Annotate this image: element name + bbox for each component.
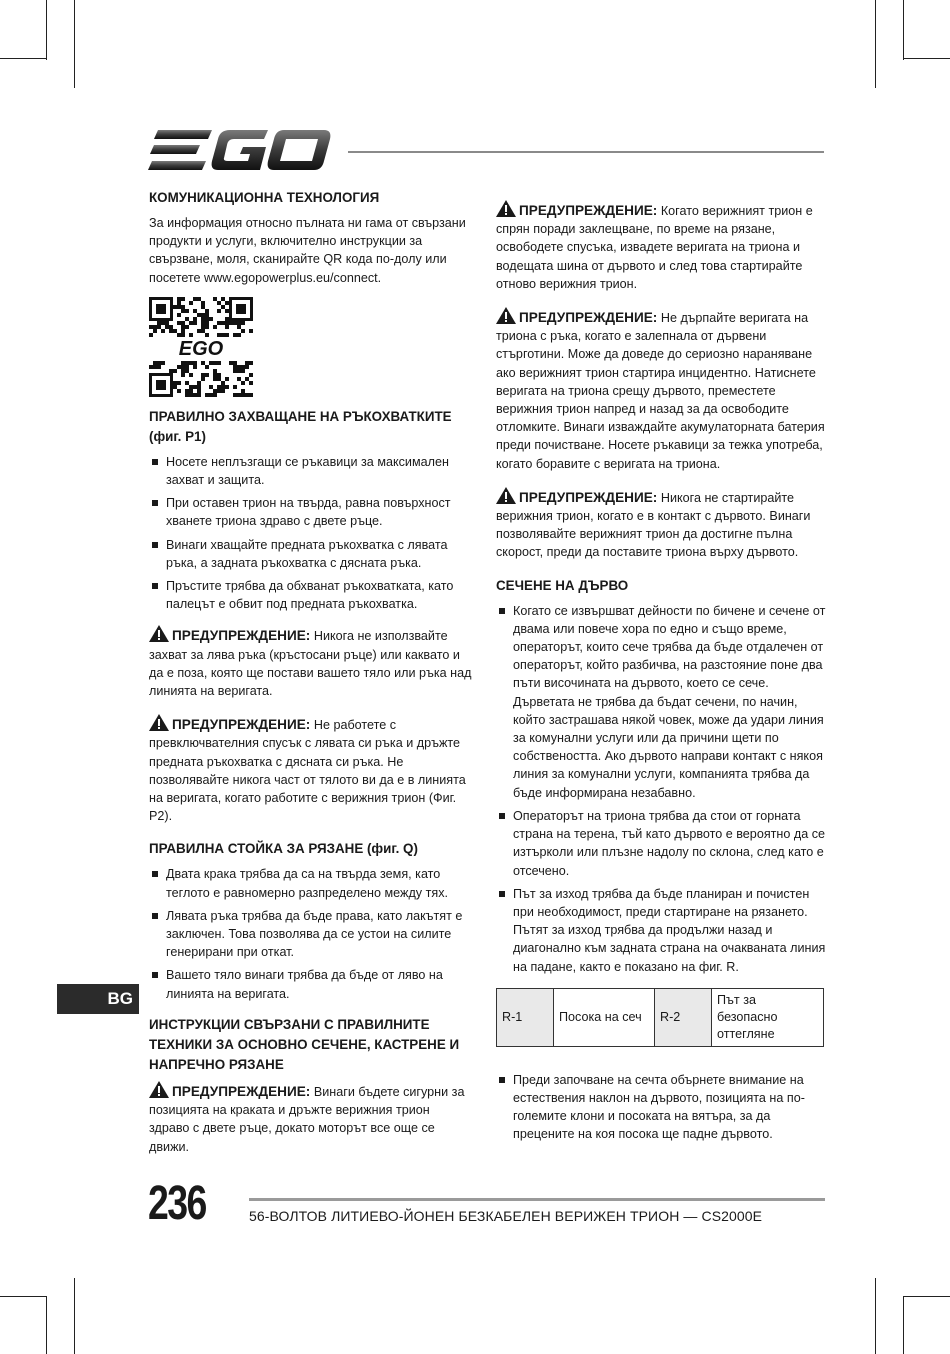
list-item	[149, 865, 473, 901]
warning-text: Не дърпайте веригата на триона с ръка, когато е залепнала от дървени стърготини. Може да доведе до сериозно нараняване ако верижният трион стартира инцидентно. Натиснете веригата на триона срещу дървото, преместете верижния трион напред и назад за да освободите отломките. Винаги изваждайте акумулаторната батерия преди почистване. Носете ръкавици за тежка употреба, когато боравите с веригата на триона.	[496, 311, 825, 471]
list-item	[496, 1071, 826, 1144]
ego-logo	[148, 128, 332, 172]
crop-mark	[903, 1296, 904, 1354]
qr-code[interactable]	[149, 297, 253, 399]
language-tab: BG	[57, 984, 139, 1014]
list-item-text: Вашето тяло винаги трябва да бъде от ляво на линията на веригата.	[166, 968, 443, 1001]
list-item	[149, 907, 473, 962]
crop-mark	[903, 58, 950, 59]
list-item-text: При оставен трион на твърда, равна повърхност хванете триона здраво с двете ръце.	[166, 496, 451, 529]
list-item-text: Операторът на триона трябва да стои от горната страна на терена, тъй като дървото е вероятно да се изтъркoли или плъзне надолу по склона, след като е отсечено.	[513, 808, 826, 878]
warning-text: Никога не използвайте захват за лява ръка (кръстосани ръце) или каквато и да е поза, която ще постави вашето тяло или ръка над линията на веригата.	[149, 629, 472, 699]
header-rule	[348, 151, 824, 153]
warning-text: Винаги бъдете сигурни за позицията на краката и дръжте верижния трион здраво с двете ръце, докато моторът все още се движи.	[149, 1084, 465, 1154]
list-item-text: Преди започване на сечта обърнете внимание на естествения наклон на дървото, позицията на по-големите клони и посоката на вятъра, за да прецените на коя посока ще падне дървото.	[513, 1072, 805, 1142]
crop-mark	[74, 0, 75, 88]
square-bullet-icon	[499, 608, 505, 614]
qr-brand-text: EGO	[178, 337, 224, 360]
bullet-list	[496, 1071, 826, 1144]
crop-mark	[875, 0, 876, 88]
footer-rule	[249, 1198, 825, 1201]
square-bullet-icon	[152, 871, 158, 877]
warning-label: ПРЕДУПРЕЖДЕНИЕ:	[519, 203, 658, 218]
bullet-list	[496, 602, 826, 976]
legend-code: R-2	[655, 988, 712, 1046]
list-item-text: Лявата ръка трябва да бъде права, като лакътят е заключен. Това позволява да се устои на силите генерирани при откат.	[166, 908, 463, 960]
section-heading: СЕЧЕНЕ НА ДЪРВО	[496, 577, 629, 593]
section-heading: ПРАВИЛНА СТОЙКА ЗА РЯЗАНЕ (фиг. Q)	[149, 841, 418, 857]
crop-mark	[46, 1296, 47, 1354]
warning-triangle-icon	[149, 714, 169, 731]
crop-mark	[903, 1296, 950, 1297]
list-item-text: Носете неплъзгащи се ръкавици за максимален захват и защита.	[166, 454, 449, 488]
list-item	[149, 966, 473, 1002]
table-row	[497, 988, 824, 1046]
list-item	[149, 577, 473, 613]
bullet-list	[149, 865, 473, 1002]
section-heading: КОМУНИКАЦИОННА ТЕХНОЛОГИЯ	[149, 190, 380, 205]
warning-triangle-icon	[496, 487, 516, 504]
footer-product-title: 56-ВОЛТОВ ЛИТИЕВО-ЙОНЕН БЕЗКАБЕЛЕН ВЕРИЖЕН ТРИОН — CS2000E	[249, 1208, 763, 1224]
list-item-text: Двата крака трябва да са на твърда земя, като теглото е равномерно разпределено между тях.	[166, 867, 448, 900]
square-bullet-icon	[499, 813, 505, 819]
list-item	[149, 494, 473, 530]
crop-mark	[0, 58, 46, 59]
square-bullet-icon	[152, 583, 158, 589]
warning-label: ПРЕДУПРЕЖДЕНИЕ:	[519, 489, 658, 505]
warning-triangle-icon	[149, 1081, 169, 1098]
legend-text: Посока на сеч	[554, 988, 655, 1046]
warning-block	[496, 487, 826, 562]
page-number: 236	[148, 1177, 206, 1230]
list-item	[496, 807, 826, 880]
warning-text: Никога не стартирайте верижния трион, когато е в контакт с дървото. Винаги позволявайте верижният трион да достигне пълна скорост, преди да поставите триона върху дървото.	[496, 490, 811, 560]
left-column	[149, 188, 473, 1170]
figure-legend-table	[496, 988, 824, 1047]
bullet-list	[149, 453, 473, 614]
list-item-text: Винаги хващайте предната ръкохватка с лявата ръка, а задната ръкохватка с дясната ръка.	[166, 537, 448, 570]
warning-triangle-icon	[496, 307, 516, 324]
legend-code: R-1	[497, 988, 554, 1046]
crop-mark	[903, 0, 904, 60]
square-bullet-icon	[152, 500, 158, 506]
square-bullet-icon	[152, 459, 158, 465]
warning-block	[149, 625, 473, 700]
list-item-text: Когато се извършват дейности по бичене и сечене от двама или повече хора по едно и също време, операторът, които сече трябва да бъде отдалечен от операторът, който разбичва, на разстояние поне два пъти височината на дървото, което се сече. Дърветата не трябва да бъдат сечени, по начин, който застрашава някой човек, може да удари линия за комунални услуги или да причини щети по собствеността. Ако дървото направи контакт с някоя линия за комунални услуги, компанията трябва да бъде информирана незабавно.	[513, 603, 826, 800]
section-heading: ПРАВИЛНО ЗАХВАЩАНЕ НА РЪКОХВАТКИТЕ (фиг. P1)	[149, 408, 452, 444]
warning-label: ПРЕДУПРЕЖДЕНИЕ:	[172, 717, 311, 733]
warning-block	[496, 200, 826, 293]
warning-block	[149, 1081, 473, 1156]
warning-text: Не работете с превключвателния спусък с лявата си ръка и дръжте предната ръкохватка с дясната си ръка. Не позволявайте никога част от тялото ви да е в линията на веригата, когато работите с верижния трион (Фиг. P2).	[149, 718, 466, 824]
warning-label: ПРЕДУПРЕЖДЕНИЕ:	[172, 1083, 311, 1099]
square-bullet-icon	[152, 913, 158, 919]
crop-mark	[74, 1278, 75, 1354]
warning-label: ПРЕДУПРЕЖДЕНИЕ:	[519, 310, 658, 326]
paragraph: За информация относно пълната ни гама от свързани продукти и услуги, включително инструкции за свързване, моля, сканирайте QR кода по-долу или посетете www.egopowerplus.eu/connect.	[149, 216, 466, 285]
crop-mark	[875, 1278, 876, 1354]
list-item	[149, 453, 473, 489]
list-item	[496, 885, 826, 976]
square-bullet-icon	[152, 972, 158, 978]
crop-mark	[46, 0, 47, 60]
legend-text: Път за безопасно оттегляне	[712, 988, 824, 1046]
crop-mark	[0, 1296, 46, 1297]
warning-block	[496, 307, 826, 473]
list-item-text: Пръстите трябва да обхванат ръкохватката, като палецът е обвит под предната ръкохватка.	[166, 579, 454, 612]
right-column	[496, 188, 826, 1156]
section-heading: ИНСТРУКЦИИ СВЪРЗАНИ С ПРАВИЛНИТЕ ТЕХНИКИ ЗА ОСНОВНО СЕЧЕНЕ, КАСТРЕНЕ И НАПРЕЧНО РЯЗАНЕ	[149, 1016, 460, 1072]
list-item-text: Път за изход трябва да бъде планиран и почистен при необходимост, преди стартиране на рязането. Пътят за изход трябва да продължи назад и диагонално към задната страна на очакваната линия на падане, както е показано на фиг. R.	[513, 886, 826, 974]
square-bullet-icon	[499, 1077, 505, 1083]
list-item	[149, 536, 473, 572]
square-bullet-icon	[499, 891, 505, 897]
warning-block	[149, 714, 473, 825]
warning-text: Когато верижният трион е спрян поради заклещване, по време на рязане, освободете спусъка, извадете веригата на триона и водещата шина от дървото и след това стартирайте отново верижния трион.	[496, 204, 813, 291]
warning-triangle-icon	[496, 200, 516, 217]
list-item	[496, 602, 826, 802]
square-bullet-icon	[152, 542, 158, 548]
warning-label: ПРЕДУПРЕЖДЕНИЕ:	[172, 628, 311, 644]
warning-triangle-icon	[149, 625, 169, 642]
